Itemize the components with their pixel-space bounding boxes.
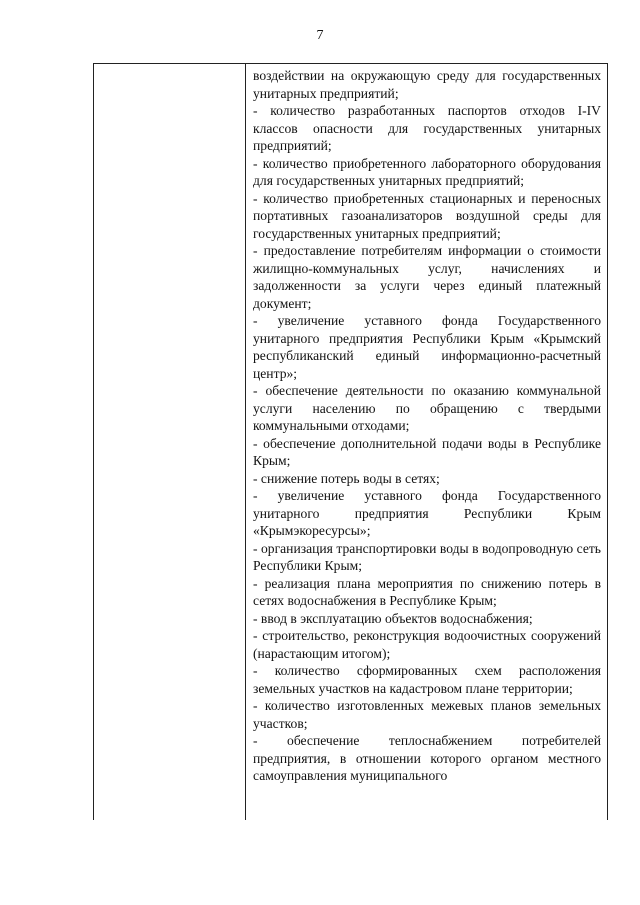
list-item: - обеспечение дополнительной подачи воды в Республике Крым; [253,435,601,468]
list-item: - организация транспортировки воды в водопроводную сеть Республики Крым; [253,540,601,573]
list-item: - количество разработанных паспортов отходов I-IV классов опасности для государственных унитарных предприятий; [253,103,601,153]
list-item: - увеличение уставного фонда Государственного унитарного предприятия Республики Крым «Крымэкоресурсы»; [253,488,601,538]
list-item: - количество приобретенных стационарных и переносных портативных газоанализаторов воздушной среды для государственных унитарных предприятий; [253,190,601,241]
list-item: - обеспечение деятельности по оказанию коммунальной услуги населению по обращению с твердыми коммунальными отходами; [253,383,601,433]
list-item: воздействии на окружающую среду для государственных унитарных предприятий; [253,68,601,101]
list-item: - ввод в эксплуатацию объектов водоснабжения; [253,610,533,626]
list-item: - снижение потерь воды в сетях; [253,470,440,486]
list-item: - количество изготовленных межевых планов земельных участков; [253,698,601,731]
list-item: - обеспечение теплоснабжением потребителей предприятия, в отношении которого органом местного самоуправления муниципального [253,733,601,783]
page-number: 7 [316,28,324,43]
list-item: - количество приобретенного лабораторного оборудования для государственных унитарных предприятий; [253,155,601,188]
list-item: - увеличение уставного фонда Государственного унитарного предприятия Республики Крым «Крымский республиканский единый информационно-расчетный центр»; [253,313,601,381]
list-item: - предоставление потребителям информации о стоимости жилищно-коммунальных услуг, начислениях и задолженности за услуги через единый платежный документ; [253,243,601,311]
list-item: - количество сформированных схем расположения земельных участков на кадастровом плане территории; [253,663,601,696]
table-left-column [94,64,246,820]
table-right-column [246,64,607,820]
list-item: - строительство, реконструкция водоочистных сооружений (нарастающим итогом); [253,628,601,661]
list-item: - реализация плана мероприятия по снижению потерь в сетях водоснабжения в Республике Крым; [253,575,601,608]
indicators-table [93,63,608,820]
